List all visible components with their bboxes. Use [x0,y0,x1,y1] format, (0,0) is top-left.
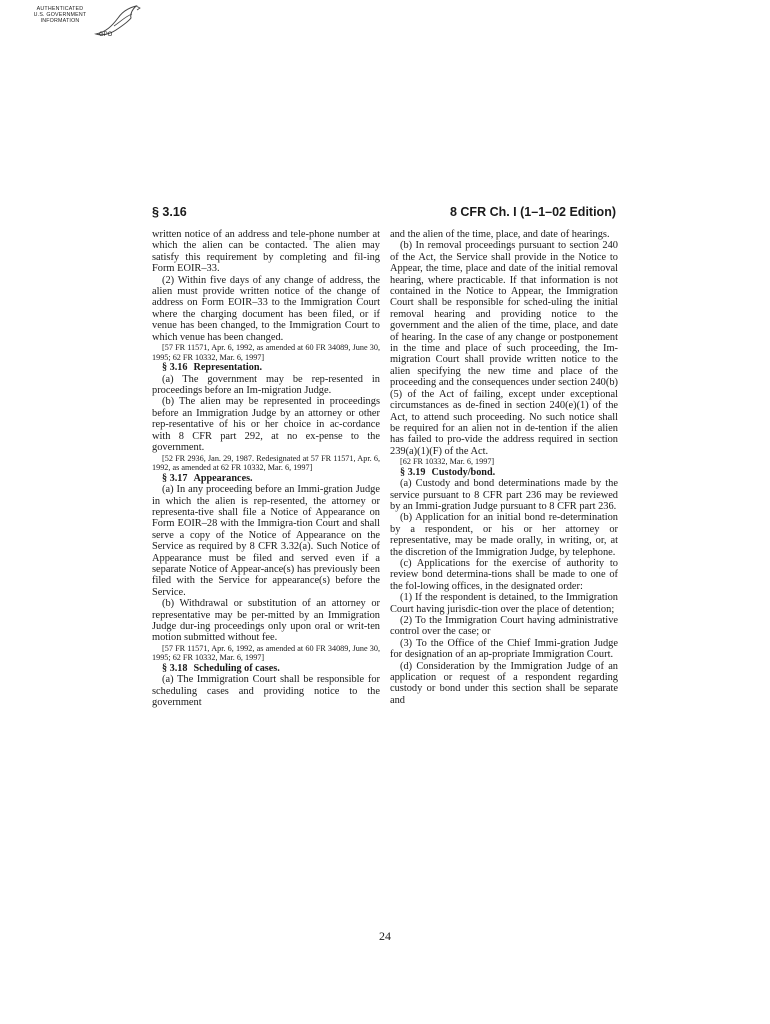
logo-line-3: INFORMATION [40,18,80,24]
page-number: 24 [379,929,391,943]
section-title: Custody/bond. [431,466,496,478]
section-heading-3-18 [152,663,380,674]
citation: [57 FR 11571, Apr. 6, 1992, as amended at 60 FR 34089, June 30, 1995; 62 FR 10332, Mar. 6, 1997] [152,343,380,362]
paragraph: (1) If the respondent is detained, to the Immigration Court having jurisdic-tion over the place of detention; [390,592,618,615]
running-header [152,205,616,221]
section-title: Representation. [193,362,263,374]
paragraph: (b) In removal proceedings pursuant to section 240 of the Act, the Service shall provide in the Notice to Appear, the time, place and date of the initial removal hearing, where practicable. If that information is not contained in the Notice to Appear, the Immigration Court shall be responsible for sched-uling the initial removal hearing and providing notice to the government and the alien of the time, place, and date of hearing. In the case of any change or postponement in the time and place of such proceeding, the Im-migration Court shall provide written notice to the alien specifying the new time and place of the proceeding and the consequences under section 240(b)(5) of the Act of failing, except under exceptional circumstances as de-fined in section 240(e)(1) of the Act, to attend such proceeding. No such notice shall be required for an alien not in de-tention if the alien has failed to pro-vide the address required in section 239(a)(1)(F) of the Act. [390,240,618,457]
paragraph: (c) Applications for the exercise of authority to review bond determina-tions shall be made to one of the fol-lowing offices, in the designated order: [390,557,618,592]
section-title: Appearances. [193,472,253,484]
section-heading-3-17 [152,473,380,484]
section-heading-3-16 [152,362,380,373]
citation: [52 FR 2936, Jan. 29, 1987. Redesignated at 57 FR 11571, Apr. 6, 1992, as amended at 62 FR 10332, Mar. 6, 1997] [152,453,380,473]
paragraph: (3) To the Office of the Chief Immi-gration Judge for designation of an ap-propriate Immigration Court. [390,637,618,661]
paragraph: (a) The government may be rep-resented in proceedings before an Im-migration Judge. [152,373,380,397]
section-number: § 3.16 [162,362,188,374]
paragraph: (d) Consideration by the Immigration Judge of an application or request of a respondent regarding custody or bond under this section shall be separate and [390,660,618,706]
logo-line-1: AUTHENTICATED [36,6,84,12]
section-heading-3-19 [390,467,618,478]
paragraph: (a) In any proceeding before an Immi-gration Judge in which the alien is rep-resented, the attorney or representa-tive shall file a Notice of Appearance on Form EOIR–28 with the Immigra-tion Court and shall serve a copy of the Notice of Appearance on the Service as required by 8 CFR 3.32(a). Such Notice of Appearance must be filed and served even if a separate Notice of Appear-ance(s) has previously been filed with the Service for appearance(s) before the Service. [152,484,380,598]
paragraph: (2) To the Immigration Court having administrative control over the case; or [390,615,618,638]
paragraph: written notice of an address and tele-phone number at which the alien can be contacted. The alien may satisfy this requirement by completing and fil-ing Form EOIR–33. [152,229,380,275]
paragraph: (a) Custody and bond determinations made by the service pursuant to 8 CFR part 236 may be reviewed by an Immi-gration Judge pursuant to 8 CFR part 236. [390,478,618,512]
logo-text [30,6,90,24]
section-number: § 3.17 [162,472,188,484]
paragraph: (b) The alien may be represented in proceedings before an Immigration Judge by an attorney or other rep-resentative of his or her choice in ac-cordance with 8 CFR part 292, at no ex-pense to the government. [152,396,380,454]
paragraph: (a) The Immigration Court shall be responsible for scheduling cases and providing notice to the government [152,674,380,709]
section-title: Scheduling of cases. [193,662,280,674]
section-number: § 3.19 [400,466,426,478]
left-column [152,229,380,709]
paragraph: and the alien of the time, place, and date of hearings. [390,229,610,240]
citation: [62 FR 10332, Mar. 6, 1997] [400,457,495,467]
paragraph: (b) Withdrawal or substitution of an attorney or representative may be per-mitted by an Immigration Judge dur-ing proceedings only upon oral or writ-ten motion submitted without fee. [152,598,380,644]
paragraph: (2) Within five days of any change of address, the alien must provide written notice of the change of address on Form EOIR–33 to the Immigration Court where the charging document has been filed, or if venue has been changed, to the Immigration Court to which venue has been changed. [152,274,380,343]
citation: [57 FR 11571, Apr. 6, 1992, as amended at 60 FR 34089, June 30, 1995; 62 FR 10332, Mar. 6, 1997] [152,643,380,663]
paragraph: (b) Application for an initial bond re-determination by a respondent, or his or her attorney or representative, may be made orally, in writing, or, at the discretion of the Immigration Judge, by telephone. [390,512,618,558]
header-section-number: § 3.16 [152,205,187,219]
gpo-authentication-logo [30,4,145,48]
logo-gpo-text: GPO [99,32,113,38]
logo-line-2: U.S. GOVERNMENT [33,12,87,18]
right-column [390,229,618,706]
header-edition-title: 8 CFR Ch. I (1–1–02 Edition) [449,205,616,219]
section-number: § 3.18 [162,662,188,674]
